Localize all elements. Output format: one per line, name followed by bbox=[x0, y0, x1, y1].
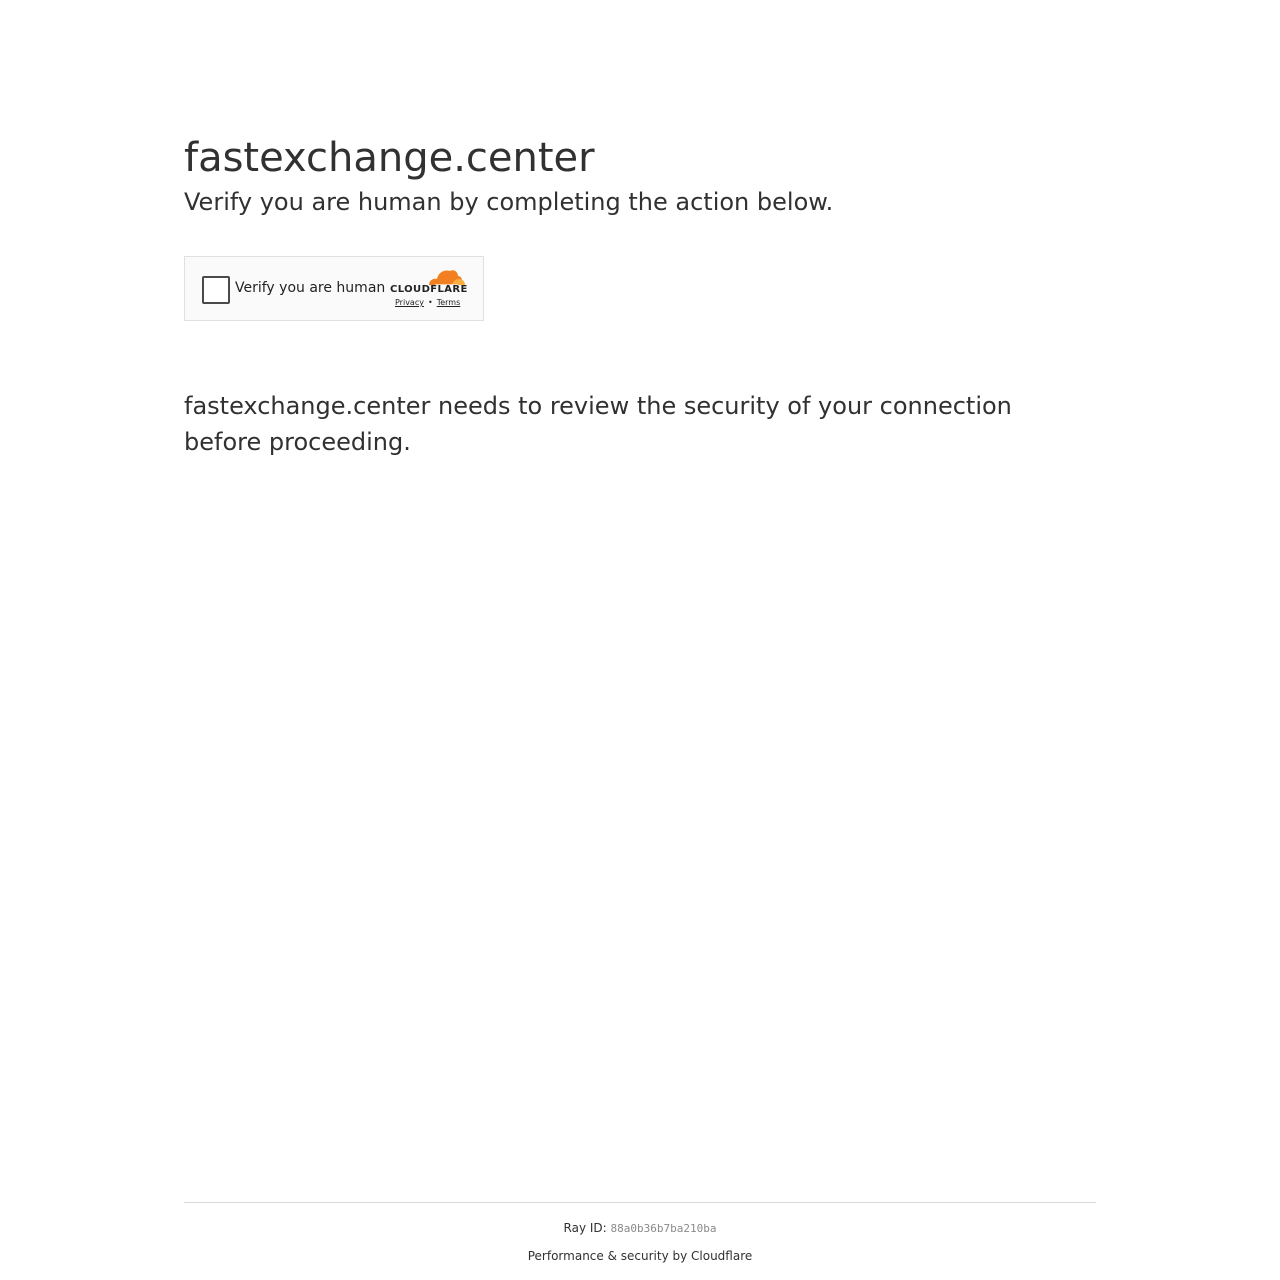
cloudflare-branding bbox=[389, 267, 471, 313]
widget-links bbox=[395, 298, 460, 307]
footer bbox=[184, 1202, 1096, 1264]
header bbox=[184, 132, 1096, 218]
page-title: fastexchange.center bbox=[184, 135, 595, 181]
verify-checkbox[interactable] bbox=[202, 276, 230, 304]
performance-credit: Performance & security by Cloudflare bbox=[527, 1249, 753, 1263]
ray-id-label: Ray ID: bbox=[563, 1221, 607, 1235]
link-separator: • bbox=[427, 298, 433, 307]
verify-label[interactable]: Verify you are human bbox=[235, 280, 386, 296]
cloudflare-logo-text: CLOUDFLARE bbox=[390, 284, 468, 295]
ray-id-value: 88a0b36b7ba210ba bbox=[610, 1222, 717, 1235]
security-message: fastexchange.center needs to review the security of your connection before proceeding. bbox=[184, 392, 1012, 456]
turnstile-widget bbox=[184, 256, 484, 321]
privacy-link[interactable]: Privacy bbox=[395, 298, 424, 307]
page-subtitle: Verify you are human by completing the action below. bbox=[184, 188, 834, 216]
ray-id-line bbox=[184, 1220, 1096, 1237]
terms-link[interactable]: Terms bbox=[436, 298, 461, 307]
